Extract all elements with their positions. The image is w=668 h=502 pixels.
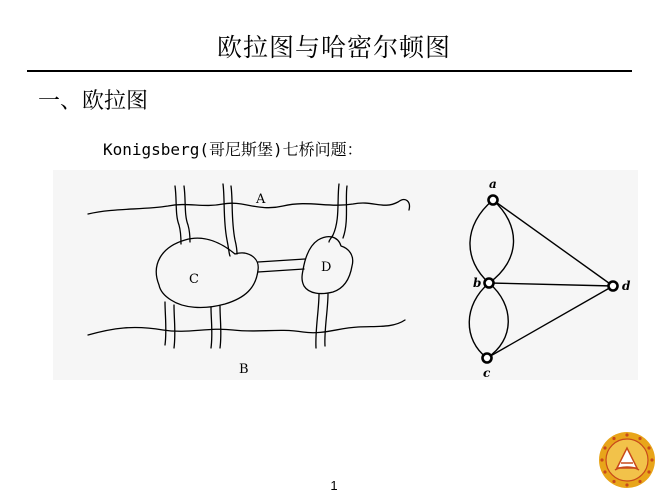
slide-title: 欧拉图与哈密尔顿图 [216,33,451,62]
page-number: 1 [330,478,338,493]
edge-ab-left [470,200,493,283]
bridge-d-north-1 [329,184,339,242]
land-label-b: B [239,362,249,377]
bridge-cd-1 [258,259,305,262]
bridge-c-south-3 [211,307,212,348]
konigsberg-figure [53,170,638,380]
vertex-d [609,282,618,291]
konigsberg-figure-svg [53,170,638,380]
vertex-b [485,279,494,288]
vertex-label-d: d [622,279,631,293]
bridge-c-south-1 [165,302,166,345]
bridge-c-north-3 [223,184,230,256]
bridge-c-south-2 [174,305,175,348]
edge-bc-right [487,283,508,358]
vertex-label-c: c [483,366,491,380]
bridge-c-north-1 [175,186,181,244]
land-label-c: C [189,272,199,287]
title-divider [27,70,632,72]
vertex-label-a: a [489,177,497,191]
vertex-c [483,354,492,363]
bridge-d-south-2 [325,294,328,346]
bridge-cd-2 [258,269,304,272]
bridge-c-north-2 [184,186,190,242]
land-label-d: D [321,260,332,275]
bridge-d-south-1 [316,294,319,348]
edge-cd [487,286,613,358]
bridge-c-north-4 [231,186,237,254]
upper-river-bank [88,200,409,214]
lower-river-bank [88,320,405,335]
vertex-label-b: b [473,276,482,290]
bridge-c-south-4 [220,306,221,348]
edge-bc-left [469,283,489,358]
edge-ad [493,200,613,286]
problem-subtitle: Konigsberg(哥尼斯堡)七桥问题： [103,140,363,159]
section-heading: 一、欧拉图 [38,89,149,114]
island-c [156,238,258,307]
edge-bd [489,283,613,286]
land-label-a: A [256,192,266,207]
vertex-a [489,196,498,205]
bridge-d-north-2 [343,186,347,238]
